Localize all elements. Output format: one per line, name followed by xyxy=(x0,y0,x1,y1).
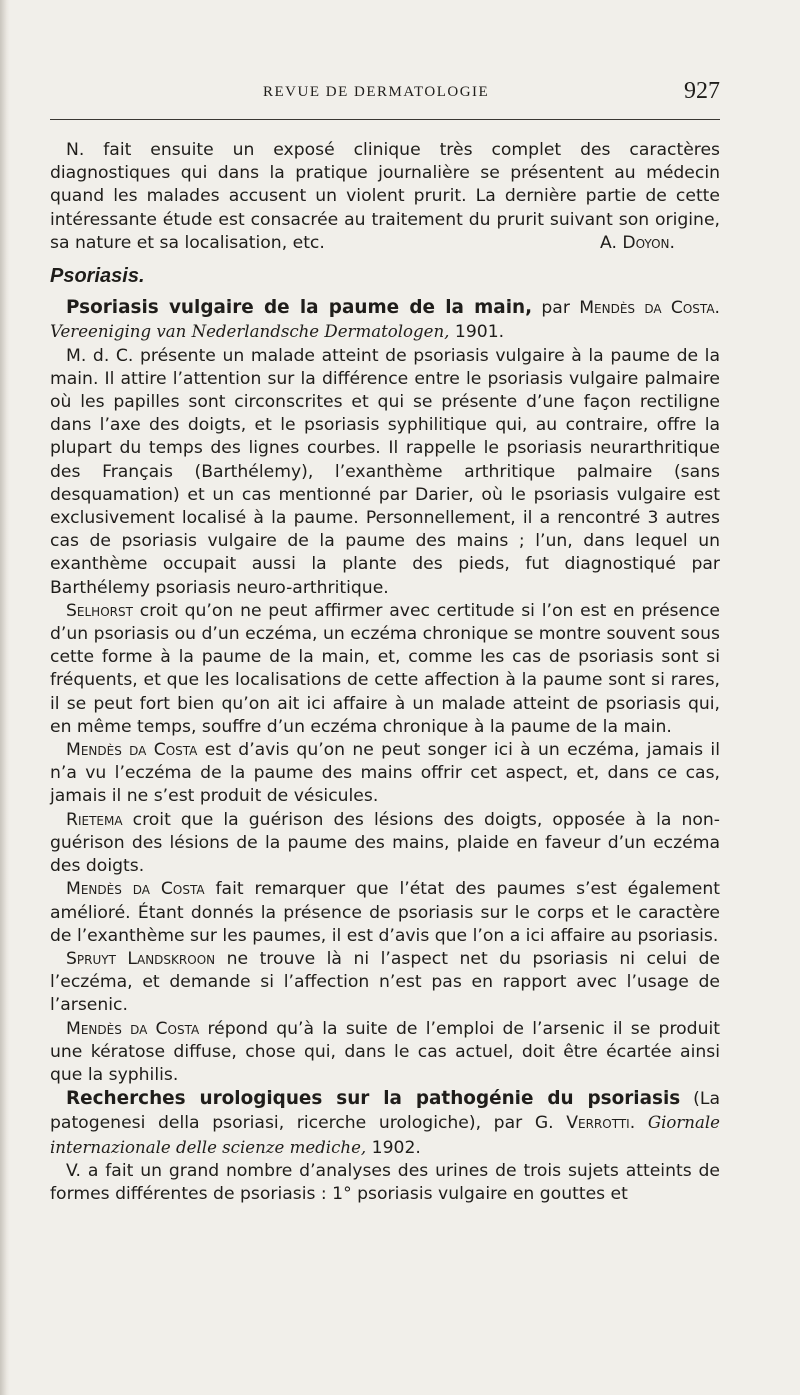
paragraph-text: V. a fait un grand nombre d’analyses des urines de trois sujets atteints de formes différentes de psoriasis : 1° psoriasis vulgaire en gouttes et xyxy=(50,1160,720,1204)
article1-paragraph-1 xyxy=(50,345,720,600)
running-title: REVUE DE DERMATOLOGIE xyxy=(263,84,490,100)
article-body xyxy=(50,139,720,1206)
page-binding-shadow xyxy=(0,0,10,1395)
article1-paragraph-6 xyxy=(50,948,720,1018)
signature-name: Doyon. xyxy=(622,232,675,253)
article2-subtitle: (La patogenesi della psoriasi, ricerche urologiche), par G. xyxy=(50,1089,720,1134)
article1-paragraph-7 xyxy=(50,1018,720,1088)
speaker-name: Spruyt Landskroon xyxy=(66,948,216,969)
paragraph-text: croit que la guérison des lésions des doigts, opposée à la non-guérison des lésions de la paume des mains, plaide en faveur d’un eczéma des doigts. xyxy=(50,809,720,877)
running-header xyxy=(50,78,720,108)
paragraph-text: répond qu’à la suite de l’emploi de l’arsenic il se produit une kératose diffuse, chose qui, dans le cas actuel, doit être écartée ainsi que la syphilis. xyxy=(50,1018,720,1085)
article1-paragraph-4 xyxy=(50,809,720,879)
article1-by: par xyxy=(532,298,580,319)
speaker-name: Mendès da Costa xyxy=(66,1018,200,1039)
signature-initial: A. xyxy=(600,232,623,253)
paragraph-text: M. d. C. présente un malade atteint de psoriasis vulgaire à la paume de la main. Il attire l’attention sur la différence entre le psoriasis vulgaire palmaire où les papilles sont circonscrites et qui se présente d’une façon rectiligne dans l’axe des doigts, et le psoriasis syphilitique qui, au contraire, offre la plupart du temps des lignes courbes. Il rappelle le psoriasis neurarthritique des Français (Barthélemy), l’exanthème arthritique palmaire (sans desquamation) et un cas mentionné par Darier, où le psoriasis vulgaire est exclusivement localisé à la paume. Personnellement, il a rencontré 3 autres cas de psoriasis vulgaire de la paume des mains ; l’un, dans lequel un exanthème occupait aussi la plante des pieds, fut diagnostiqué par Barthélemy psoriasis neuro-arthritique. xyxy=(50,345,720,598)
intro-paragraph xyxy=(50,139,720,255)
paragraph-text: fait remarquer que l’état des paumes s’est également amélioré. Étant donnés la présence de psoriasis sur le corps et le caractère de l’exanthème sur les paumes, il est d’avis que l’on a ici affaire au psoriasis. xyxy=(50,879,720,946)
article2-title: Recherches urologiques sur la pathogénie du psoriasis xyxy=(66,1088,681,1110)
article1-title: Psoriasis vulgaire de la paume de la main, xyxy=(66,297,533,319)
article1-paragraph-3 xyxy=(50,739,720,809)
article1-journal: Vereeniging van Nederlandsche Dermatologen, xyxy=(50,322,450,342)
section-title: Psoriasis. xyxy=(50,265,145,288)
speaker-name: Mendès da Costa xyxy=(66,740,198,761)
article2-heading xyxy=(50,1087,720,1160)
article1-author: Mendès da Costa. xyxy=(579,298,720,319)
signature xyxy=(584,232,720,255)
speaker-name: Mendès da Costa xyxy=(66,879,205,900)
intro-text: N. fait ensuite un exposé clinique très complet des caractères diagnostiques qui dans la pratique journalière se présentent au médecin quand les malades accusent un violent prurit. La dernière partie de cette intéressante étude est consacrée au traitement du prurit suivant son origine, sa nature et sa localisation, etc. xyxy=(50,140,720,253)
paragraph-text: ne trouve là ni l’aspect net du psoriasis ni celui de l’eczéma, et demande si l’affection n’est pas en rapport avec l’usage de l’arsenic. xyxy=(50,948,721,1016)
article1-heading xyxy=(50,296,720,344)
paragraph-text: est d’avis qu’on ne peut songer ici à un eczéma, jamais il n’a vu l’eczéma de la paume des mains offrir cet aspect, et, dans ce cas, jamais il ne s’est produit de vésicules. xyxy=(50,740,720,807)
paragraph-text: croit qu’on ne peut affirmer avec certitude si l’on est en présence d’un psoriasis ou d’un eczéma, un eczéma chronique se montre souvent sous cette forme à la paume de la main, et, comme les cas de psoriasis sont si fréquents, et que les localisations de cette affection à la paume sont si rares, il se peut fort bien qu’on ait ici affaire à un malade atteint de psoriasis qui, en même temps, souffre d’un eczéma chronique à la paume de la main. xyxy=(50,600,720,737)
article2-journal: Giornale internazionale delle scienze mediche, xyxy=(50,1113,721,1157)
article1-paragraph-2 xyxy=(50,600,720,739)
page-number: 927 xyxy=(684,78,720,104)
speaker-name: Selhorst xyxy=(66,600,133,621)
article1-year: 1901. xyxy=(449,322,505,343)
article1-paragraph-5 xyxy=(50,878,720,948)
article2-author: Verrotti. xyxy=(566,1113,636,1134)
article2-year: 1902. xyxy=(366,1137,421,1158)
speaker-name: Rietema xyxy=(66,809,123,830)
article2-paragraph-1 xyxy=(50,1160,720,1206)
header-rule xyxy=(50,119,720,120)
